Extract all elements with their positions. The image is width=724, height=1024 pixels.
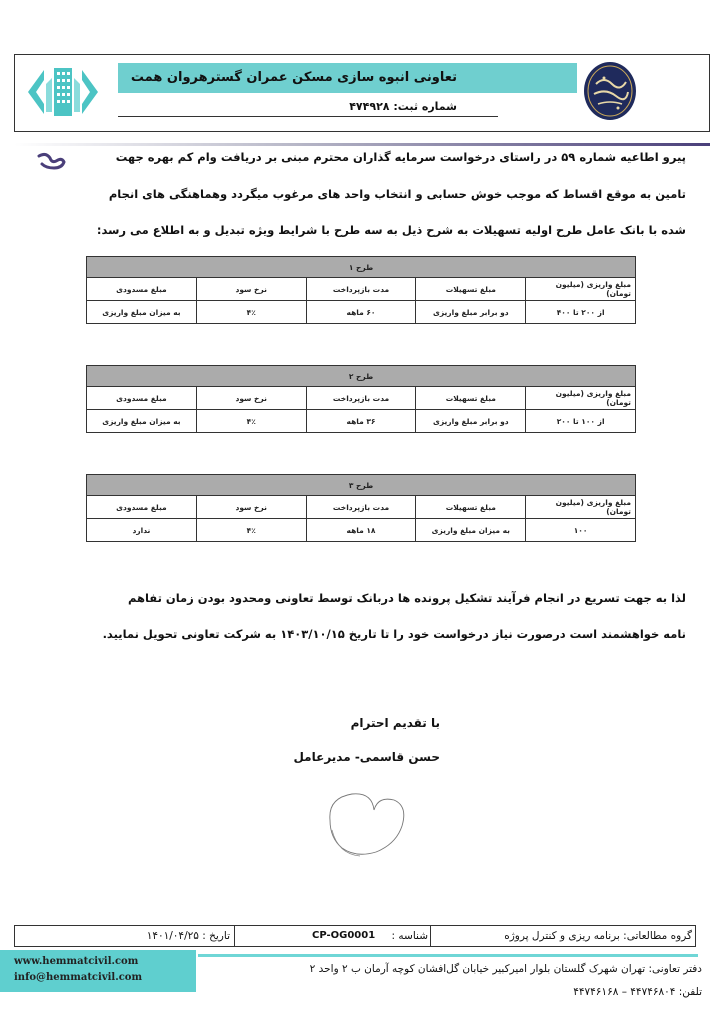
study-group: گروه مطالعاتی: برنامه ریزی و کنترل پروژه [504, 930, 692, 942]
greeting: با تقدیم احترام [350, 716, 440, 730]
plan-1-table [86, 256, 636, 324]
header-cell: مدت بازپرداخت [306, 496, 416, 519]
value-cell: از ۲۰۰ تا ۴۰۰ [526, 301, 636, 324]
plan-title: طرح ۱ [87, 257, 636, 278]
email-link[interactable]: info@hemmatcivil.com [14, 972, 143, 983]
header-cell: نرخ سود [196, 496, 306, 519]
header-divider-strip [14, 143, 710, 146]
body-line-3: شده با بانک عامل طرح اولیه تسهیلات به شرح ذیل به سه طرح با شرایط ویژه تبدیل و به اطلاع می رسد: [96, 223, 686, 237]
footer-teal-line [198, 954, 698, 957]
header-cell: مبلغ تسهیلات [416, 278, 526, 301]
building-logo [24, 62, 102, 122]
footer-separator [430, 925, 431, 947]
company-name: تعاونی انبوه سازی مسکن عمران گسترهروان همت [130, 70, 457, 85]
header-cell: مبلغ واریزی (میلیون تومان) [526, 387, 636, 410]
value-cell: دو برابر مبلغ واریزی [416, 301, 526, 324]
value-cell: به میزان مبلغ واریزی [416, 519, 526, 542]
value-cell: ۱۸ ماهه [306, 519, 416, 542]
document-id: CP-OG0001 [312, 930, 376, 941]
body-line-2: تامین به موقع اقساط که موجب خوش حسابی و انتخاب واحد های مرغوب میگردد وهماهنگی های انجام [108, 187, 686, 201]
signatory-name: حسن قاسمی- مدیرعامل [293, 750, 440, 764]
header-cell: مبلغ مسدودی [87, 387, 197, 410]
plan-title: طرح ۳ [87, 475, 636, 496]
plan-3-table [86, 474, 636, 542]
body-line-1: پیرو اطاعیه شماره ۵۹ در راستای درخواست سرمایه گذاران محترم مبنی بر دریافت وام کم بهره جهت [115, 150, 686, 164]
value-cell: دو برابر مبلغ واریزی [416, 410, 526, 433]
header-cell: مبلغ مسدودی [87, 278, 197, 301]
value-cell: ۳۶ ماهه [306, 410, 416, 433]
registration-number: شماره ثبت: ۴۷۴۹۲۸ [349, 100, 457, 113]
plan-2-table [86, 365, 636, 433]
header-cell: مبلغ تسهیلات [416, 496, 526, 519]
website-link[interactable]: www.hemmatcivil.com [14, 956, 139, 967]
footer-separator [234, 925, 235, 947]
value-cell: از ۱۰۰ تا ۲۰۰ [526, 410, 636, 433]
office-phone: تلفن: ۴۴۷۴۶۸۰۴ – ۴۴۷۴۶۱۶۸ [573, 986, 702, 998]
header-cell: نرخ سود [196, 278, 306, 301]
document-id-label: شناسه : [391, 930, 428, 942]
office-address: دفتر تعاونی: تهران شهرک گلستان بلوار امیرکبیر خیابان گل‌افشان کوچه آرمان ب ۲ واحد ۲ [309, 963, 702, 975]
header-underline [118, 116, 498, 117]
header-cell: مبلغ واریزی (میلیون تومان) [526, 278, 636, 301]
header-cell: مبلغ مسدودی [87, 496, 197, 519]
value-cell: ۱۰۰ [526, 519, 636, 542]
header-cell: مبلغ تسهیلات [416, 387, 526, 410]
header-cell: مدت بازپرداخت [306, 387, 416, 410]
calligraphy-seal-logo [582, 60, 638, 122]
value-cell: به میزان مبلغ واریزی [87, 410, 197, 433]
value-cell: به میزان مبلغ واریزی [87, 301, 197, 324]
handwritten-signature [300, 780, 420, 870]
value-cell: ۴٪ [196, 301, 306, 324]
header-cell: نرخ سود [196, 387, 306, 410]
value-cell: ۶۰ ماهه [306, 301, 416, 324]
document-date: تاریخ : ۱۴۰۱/۰۴/۲۵ [146, 930, 230, 942]
value-cell: ۴٪ [196, 410, 306, 433]
value-cell: ندارد [87, 519, 197, 542]
header-cell: مبلغ واریزی (میلیون تومان) [526, 496, 636, 519]
closing-line-1: لذا به جهت تسریع در انجام فرآیند تشکیل پرونده ها دربانک توسط تعاونی ومحدود بودن زمان تفاهم [128, 591, 686, 605]
header-cell: مدت بازپرداخت [306, 278, 416, 301]
plan-title: طرح ۲ [87, 366, 636, 387]
closing-line-2: نامه خواهشمند است درصورت نیاز درخواست خود را تا تاریخ ۱۴۰۳/۱۰/۱۵ به شرکت تعاونی تحویل نمایید. [102, 627, 686, 641]
value-cell: ۴٪ [196, 519, 306, 542]
